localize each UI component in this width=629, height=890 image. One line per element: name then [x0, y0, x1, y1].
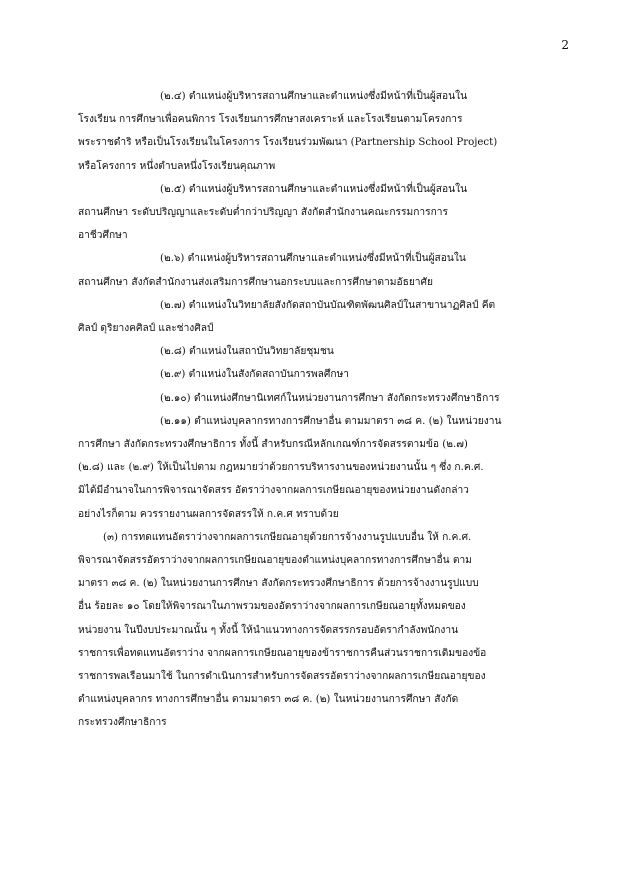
text-line: พิจารณาจัดสรรอัตราว่างจากผลการเกษียณอายุของตำแหน่งบุคลากรทางการศึกษาอื่น ตาม — [78, 555, 472, 567]
text-line: อย่างไรก็ตาม ควรรายงานผลการจัดสรรให้ ก.ค.ศ ทราบด้วย — [78, 508, 339, 520]
text-line: สถานศึกษา ระดับปริญญาและระดับต่ำกว่าปริญญา สังกัดสำนักงานคณะกรรมการการ — [78, 207, 448, 219]
text-line: มาตรา ๓๘ ค. (๒) ในหน่วยงานการศึกษา สังกัดกระทรวงศึกษาธิการ ด้วยการจ้างงานรูปแบบ — [78, 578, 479, 590]
text-line: การศึกษา สังกัดกระทรวงศึกษาธิการ ทั้งนี้ สำหรับกรณีหลักเกณฑ์การจัดสรรตามข้อ (๒.๗) — [78, 439, 468, 451]
text-line: (๒.๘) ตำแหน่งในสถาบันวิทยาลัยชุมชน — [160, 346, 334, 358]
text-line: (๒.๘) และ (๒.๙) ให้เป็นไปตาม กฎหมายว่าด้วยการบริหารงานของหน่วยงานนั้น ๆ ซึ่ง ก.ค.ศ. — [78, 462, 484, 474]
text-line: (๒.๑๐) ตำแหน่งศึกษานิเทศก์ในหน่วยงานการศึกษา สังกัดกระทรวงศึกษาธิการ — [160, 392, 500, 404]
text-line: (๒.๑๑) ตำแหน่งบุคลากรทางการศึกษาอื่น ตามมาตรา ๓๘ ค. (๒) ในหน่วยงาน — [160, 415, 502, 427]
text-line: โรงเรียน การศึกษาเพื่อคนพิการ โรงเรียนการศึกษาสงเคราะห์ และโรงเรียนตามโครงการ — [78, 114, 463, 126]
text-line: มิได้มีอำนาจในการพิจารณาจัดสรร อัตราว่างจากผลการเกษียณอายุของหน่วยงานดังกล่าว — [78, 485, 469, 497]
text-line: (๒.๗) ตำแหน่งในวิทยาลัยสังกัดสถาบันบัณฑิตพัฒนศิลป์ในสาขานาฏศิลป์ คีต — [160, 299, 496, 311]
text-line: อื่น ร้อยละ ๑๐ โดยให้พิจารณาในภาพรวมของอัตราว่างจากผลการเกษียณอายุทั้งหมดของ — [78, 601, 466, 613]
text-line: สถานศึกษา สังกัดสำนักงานส่งเสริมการศึกษานอกระบบและการศึกษาตามอัธยาศัย — [78, 276, 433, 288]
text-line: พระราชดำริ หรือเป็นโรงเรียนในโครงการ โรงเรียนร่วมพัฒนา (Partnership School Project) — [78, 137, 498, 149]
text-line: ตำแหน่งบุคลากร ทางการศึกษาอื่น ตามมาตรา ๓๘ ค. (๒) ในหน่วยงานการศึกษา สังกัด — [78, 694, 459, 706]
text-line: ราชการพลเรือนมาใช้ ในการดำเนินการสำหรับการจัดสรรอัตราว่างจากผลการเกษียณอายุของ — [78, 671, 486, 683]
text-line: ศิลป์ ดุริยางคศิลป์ และช่างศิลป์ — [78, 323, 214, 335]
text-line: (๒.๕) ตำแหน่งผู้บริหารสถานศึกษาและตำแหน่งซึ่งมีหน้าที่เป็นผู้สอนใน — [160, 183, 468, 195]
text-line: (๒.๖) ตำแหน่งผู้บริหารสถานศึกษาและตำแหน่งซึ่งมีหน้าที่เป็นผู้สอนใน — [160, 253, 466, 265]
text-line: กระทรวงศึกษาธิการ — [78, 717, 167, 729]
text-line: หน่วยงาน ในปีงบประมาณนั้น ๆ ทั้งนี้ ให้นำแนวทางการจัดสรรกรอบอัตรากำลังพนักงาน — [78, 624, 459, 636]
text-line: หรือโครงการ หนึ่งตำบลหนึ่งโรงเรียนคุณภาพ — [78, 160, 276, 172]
text-line: (๓) การทดแทนอัตราว่างจากผลการเกษียณอายุด้วยการจ้างงานรูปแบบอื่น ให้ ก.ค.ศ. — [103, 531, 472, 543]
text-line: (๒.๔) ตำแหน่งผู้บริหารสถานศึกษาและตำแหน่งซึ่งมีหน้าที่เป็นผู้สอนใน — [160, 91, 468, 102]
body-text — [78, 85, 558, 735]
text-line: อาชีวศึกษา — [78, 230, 128, 242]
text-line: (๒.๙) ตำแหน่งในสังกัดสถาบันการพลศึกษา — [160, 369, 350, 381]
page-number: 2 — [561, 38, 569, 52]
text-line: ราชการเพื่อทดแทนอัตราว่าง จากผลการเกษียณอายุของข้าราชการคืนส่วนราชการเดิมของข้อ — [78, 647, 487, 659]
